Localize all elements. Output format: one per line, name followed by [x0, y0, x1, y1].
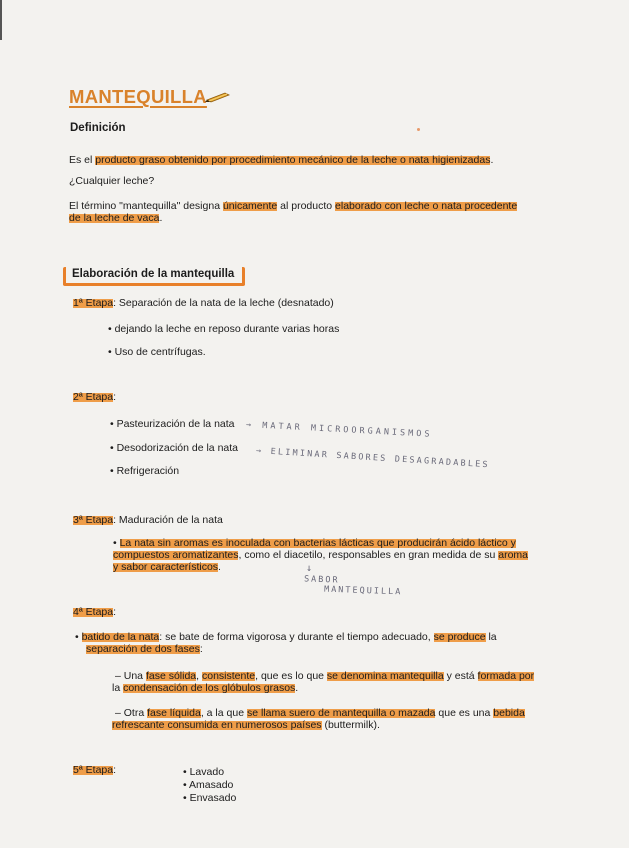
etapa-label: 4ª Etapa: [73, 606, 114, 618]
etapa-1-bullet-2: • Uso de centrífugas.: [108, 346, 206, 358]
etapa-2-bullet-3: • Refrigeración: [110, 465, 180, 477]
text: – Otra: [115, 707, 148, 719]
etapa-5: [73, 764, 116, 776]
text: Es el: [69, 154, 96, 166]
text: la: [485, 631, 497, 643]
text: :: [113, 606, 117, 618]
highlight: formada por: [477, 670, 535, 682]
text: •: [75, 631, 82, 643]
text: – Una: [115, 670, 146, 682]
text: , como el diacetilo, responsables en gran medida de su: [238, 549, 499, 561]
highlight: batido de la nata: [81, 631, 160, 643]
highlight: La nata sin aromas es inoculada con bacterias lácticas que producirán ácido láctico y: [119, 537, 516, 549]
text: .: [490, 154, 494, 166]
highlight: se denomina mantequilla: [326, 670, 444, 682]
text: ,: [196, 670, 202, 682]
text: : se bate de forma vigorosa y durante el tiempo adecuado,: [159, 631, 434, 643]
definicion-line-1: [69, 154, 493, 166]
etapa-5-bullet-2: • Amasado: [183, 779, 234, 791]
highlight: fase sólida: [145, 670, 197, 682]
etapa-label: 1ª Etapa: [73, 297, 114, 309]
highlight: aroma: [498, 549, 528, 561]
text: •: [113, 537, 120, 549]
etapa-5-bullet-3: • Envasado: [183, 792, 237, 804]
highlight: producto graso obtenido por procedimiento mecánico de la leche o nata higienizadas: [95, 154, 491, 166]
etapa-4: [73, 606, 116, 618]
highlighter-pencil-icon: [205, 91, 231, 103]
fase-solida-line-1: [115, 670, 534, 682]
etapa-label: 2ª Etapa: [73, 391, 114, 403]
etapa-2: [73, 391, 116, 403]
highlight: fase líquida: [147, 707, 201, 719]
text: , a la que: [200, 707, 247, 719]
etapa-3-line-1: [113, 537, 516, 549]
highlight: consistente: [201, 670, 256, 682]
highlight: elaborado con leche o nata procedente: [335, 200, 518, 212]
etapa-5-bullet-1: • Lavado: [183, 766, 225, 778]
etapa-3: [73, 514, 223, 526]
definicion-line-3: [69, 200, 517, 212]
fase-liquida-line-2: [112, 719, 380, 731]
definicion-line-4: [69, 212, 162, 224]
text: .: [218, 561, 221, 573]
definicion-question: ¿Cualquier leche?: [69, 175, 155, 187]
etapa-3-line-2: [113, 549, 528, 561]
text: :: [199, 643, 203, 655]
handwritten-note-mantequilla: MANTEQUILLA: [323, 584, 403, 598]
handwritten-note-1: → MATAR MICROORGANISMOS: [245, 420, 433, 440]
etapa-2-bullet-1: • Pasteurización de la nata: [110, 418, 235, 430]
handwritten-arrow: ↓: [306, 563, 316, 574]
highlight: se produce: [433, 631, 486, 643]
fase-liquida-line-1: [115, 707, 525, 719]
text: y está: [443, 670, 478, 682]
text: , que es lo que: [255, 670, 327, 682]
highlight: separación de dos fases: [86, 643, 200, 655]
text: : Maduración de la nata: [113, 514, 223, 526]
text: al producto: [277, 200, 336, 212]
text: :: [113, 391, 117, 403]
page-edge: [0, 0, 2, 40]
etapa-label: 3ª Etapa: [73, 514, 114, 526]
fase-solida-line-2: [112, 682, 298, 694]
etapa-1: [73, 297, 334, 309]
text: :: [113, 764, 117, 776]
handwritten-note-sabor: SABOR: [303, 574, 340, 586]
highlight: de la leche de vaca: [69, 212, 160, 224]
page-title: MANTEQUILLA: [69, 86, 207, 107]
text: .: [295, 682, 299, 694]
highlight: únicamente: [222, 200, 278, 212]
text: .: [159, 212, 163, 224]
highlight: bebida: [493, 707, 525, 719]
etapa-label: 5ª Etapa: [73, 764, 114, 776]
batido-line-1: [75, 631, 497, 643]
text: que es una: [435, 707, 494, 719]
highlight: refrescante consumida en numerosos países: [112, 719, 322, 731]
highlight: condensación de los glóbulos grasos: [123, 682, 296, 694]
text: : Separación de la nata de la leche (desnatado): [113, 297, 334, 309]
handwritten-note-2: → ELIMINAR SABORES DESAGRADABLES: [255, 446, 491, 471]
etapa-1-bullet-1: • dejando la leche en reposo durante varias horas: [108, 323, 340, 335]
text: (buttermilk).: [321, 719, 380, 731]
etapa-3-line-3: [113, 561, 221, 573]
text: la: [112, 682, 124, 694]
batido-line-2: [86, 643, 203, 655]
highlight: compuestos aromatizantes: [113, 549, 239, 561]
text: El término "mantequilla" designa: [69, 200, 223, 212]
etapa-2-bullet-2: • Desodorización de la nata: [110, 442, 239, 454]
elaboracion-heading: Elaboración de la mantequilla: [63, 267, 245, 286]
highlight: y sabor característicos: [113, 561, 219, 573]
definicion-heading: Definición: [70, 122, 126, 134]
ink-dot: [417, 128, 420, 131]
highlight: se llama suero de mantequilla o mazada: [246, 707, 436, 719]
